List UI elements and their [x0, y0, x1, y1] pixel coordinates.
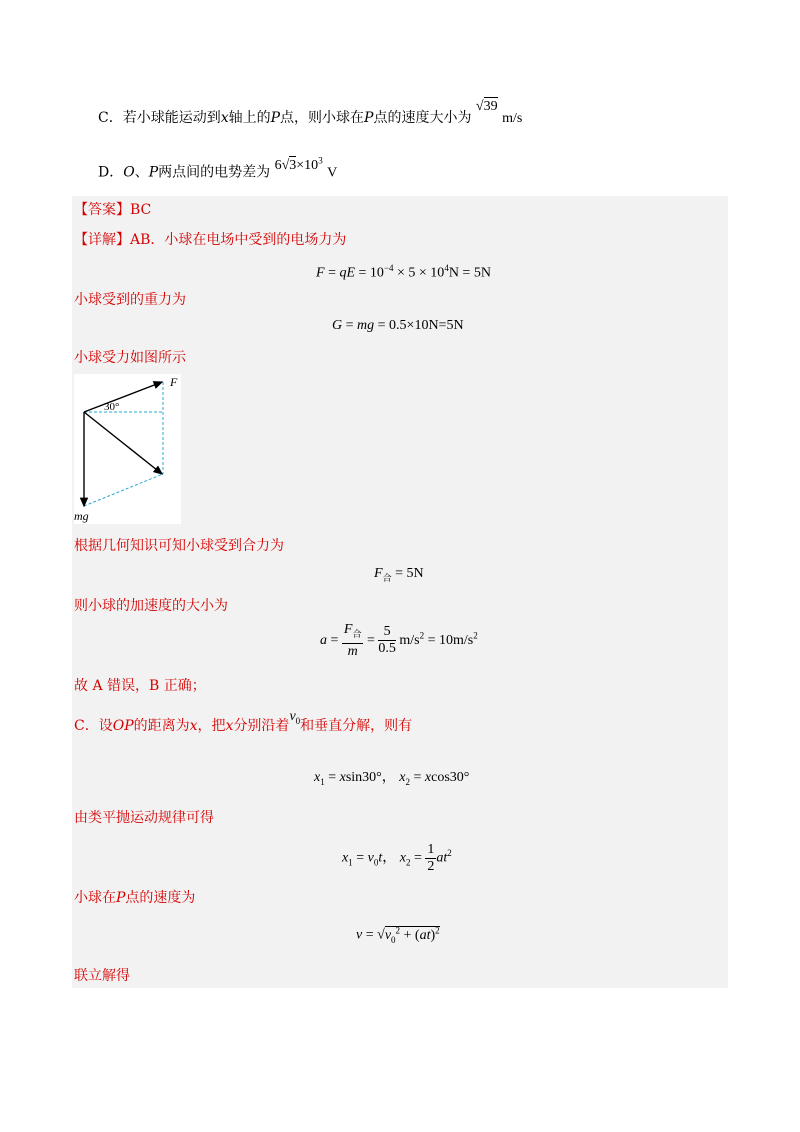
eq-electric-force: F = qE = $10^{-4} \times 5 \times 10^4N = 5N$ — [316, 263, 491, 281]
gravity-text: 小球受到的重力为 — [74, 292, 186, 308]
force-f-arrow — [84, 382, 162, 412]
eq-speed: $v = √v_0^2 + (at)^2$ — [356, 925, 440, 945]
accel-text: 则小球的加速度的大小为 — [74, 598, 228, 614]
net-force-text: 根据几何知识可知小球受到合力为 — [74, 538, 284, 554]
eq-decomposition: $x_1 = xsin30^\circ$， $x_2 = xcos30^\circ$ — [314, 770, 470, 787]
conclusion-text: 故 A 错误，B 正确； — [74, 678, 206, 694]
speed-text: 小球在P点的速度为 — [74, 890, 196, 906]
resultant-arrow — [84, 412, 162, 474]
solve-text: 联立解得 — [74, 968, 130, 984]
eq-projectile: $x_1 = v_0t$， $x_2$ = $\frac{1}{2}$ $at^2$ — [342, 842, 452, 874]
force-diagram-svg — [74, 374, 181, 524]
frac-half: $\frac{1}{2}$ — [427, 842, 435, 874]
eq-gravity: G = mg = 0.5×10N=5N — [332, 318, 464, 333]
mg-label: mg — [74, 509, 89, 523]
force-diagram — [74, 374, 181, 524]
dashed-diagonal — [84, 474, 163, 506]
frac-force-mass: $\frac{F_合}{m}$ — [343, 622, 362, 659]
projectile-text: 由类平抛运动规律可得 — [74, 810, 214, 826]
f-label: F — [170, 375, 178, 389]
force-diagram-text: 小球受力如图所示 — [74, 350, 186, 366]
eq-acceleration: a = $\frac{F_合}{m}$ = $\frac{5}{0.5}$ $m/s^2 = 10m/s^2$ — [320, 622, 478, 659]
frac-values: $\frac{5}{0.5}$ — [378, 624, 396, 657]
option-c: C．若小球能运动到x轴上的P点，则小球在P点的速度大小为 √39 m/s — [98, 99, 523, 126]
c-intro-text: C．设OP的距离为x，把x分别沿着$v_0$和垂直分解，则有 — [74, 709, 413, 734]
angle-label: 30° — [104, 401, 120, 413]
detail-line: 【详解】AB．小球在电场中受到的电场力为 — [74, 232, 347, 248]
option-d: D．O、P两点间的电势差为 $6√3\times 10^3$ V — [98, 155, 338, 181]
answer-line: 【答案】BC — [74, 202, 152, 218]
eq-net-force: $F_合 = 5N$ — [374, 566, 424, 584]
